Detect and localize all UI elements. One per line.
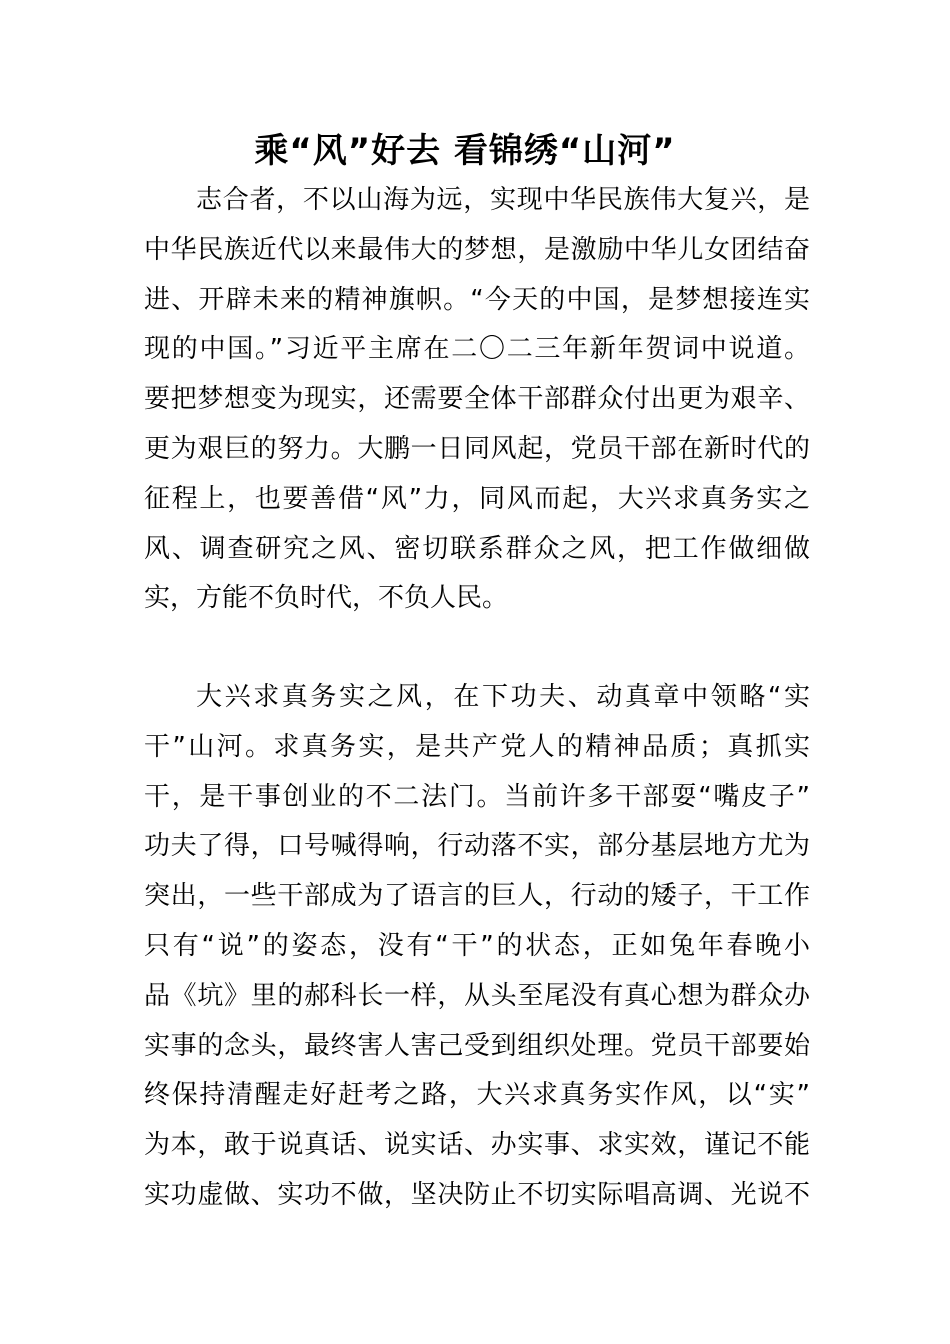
- paragraph-line: 大兴求真务实之风，在下功夫、动真章中领略“实: [196, 682, 810, 712]
- paragraph-line: 实事的念头，最终害人害己受到组织处理。党员干部要始: [144, 1030, 810, 1061]
- paragraph-line: 更为艰巨的努力。大鹏一日同风起，党员干部在新时代的: [144, 433, 810, 464]
- paragraph-2: [144, 673, 810, 1221]
- paragraph-line: 为本，敢于说真话、说实话、办实事、求实效，谨记不能: [144, 1130, 810, 1161]
- document-title: 乘“风”好去 看锦绣“山河”: [254, 131, 676, 171]
- paragraph-1: [144, 176, 810, 624]
- paragraph-line: 功夫了得，口号喊得响，行动落不实，部分基层地方尤为: [144, 831, 810, 862]
- paragraph-line: 征程上，也要善借“风”力，同风而起，大兴求真务实之: [144, 483, 810, 514]
- paragraph-line: 终保持清醒走好赶考之路，大兴求真务实作风，以“实”: [144, 1080, 810, 1111]
- paragraph-line: 风、调查研究之风、密切联系群众之风，把工作做细做: [144, 533, 810, 564]
- paragraph-line: 志合者，不以山海为远，实现中华民族伟大复兴，是: [196, 185, 810, 215]
- paragraph-line: 品《坑》里的郝科长一样，从头至尾没有真心想为群众办: [144, 980, 810, 1011]
- paragraph-line: 只有“说”的姿态，没有“干”的状态，正如兔年春晚小: [144, 930, 810, 961]
- paragraph-line: 实，方能不负时代，不负人民。: [144, 583, 509, 614]
- paragraph-line: 突出，一些干部成为了语言的巨人，行动的矮子，干工作: [144, 881, 810, 912]
- paragraph-line: 要把梦想变为现实，还需要全体干部群众付出更为艰辛、: [144, 384, 810, 415]
- paragraph-line: 现的中国。”习近平主席在二〇二三年新年贺词中说道。: [144, 334, 810, 365]
- paragraph-line: 干”山河。求真务实，是共产党人的精神品质；真抓实: [144, 731, 810, 762]
- paragraph-line: 中华民族近代以来最伟大的梦想，是激励中华儿女团结奋: [144, 234, 810, 265]
- paragraph-line: 进、开辟未来的精神旗帜。“今天的中国，是梦想接连实: [144, 284, 810, 315]
- paragraph-line: 干，是干事创业的不二法门。当前许多干部耍“嘴皮子”: [144, 781, 810, 812]
- paragraph-line: 实功虚做、实功不做，坚决防止不切实际唱高调、光说不: [144, 1179, 810, 1210]
